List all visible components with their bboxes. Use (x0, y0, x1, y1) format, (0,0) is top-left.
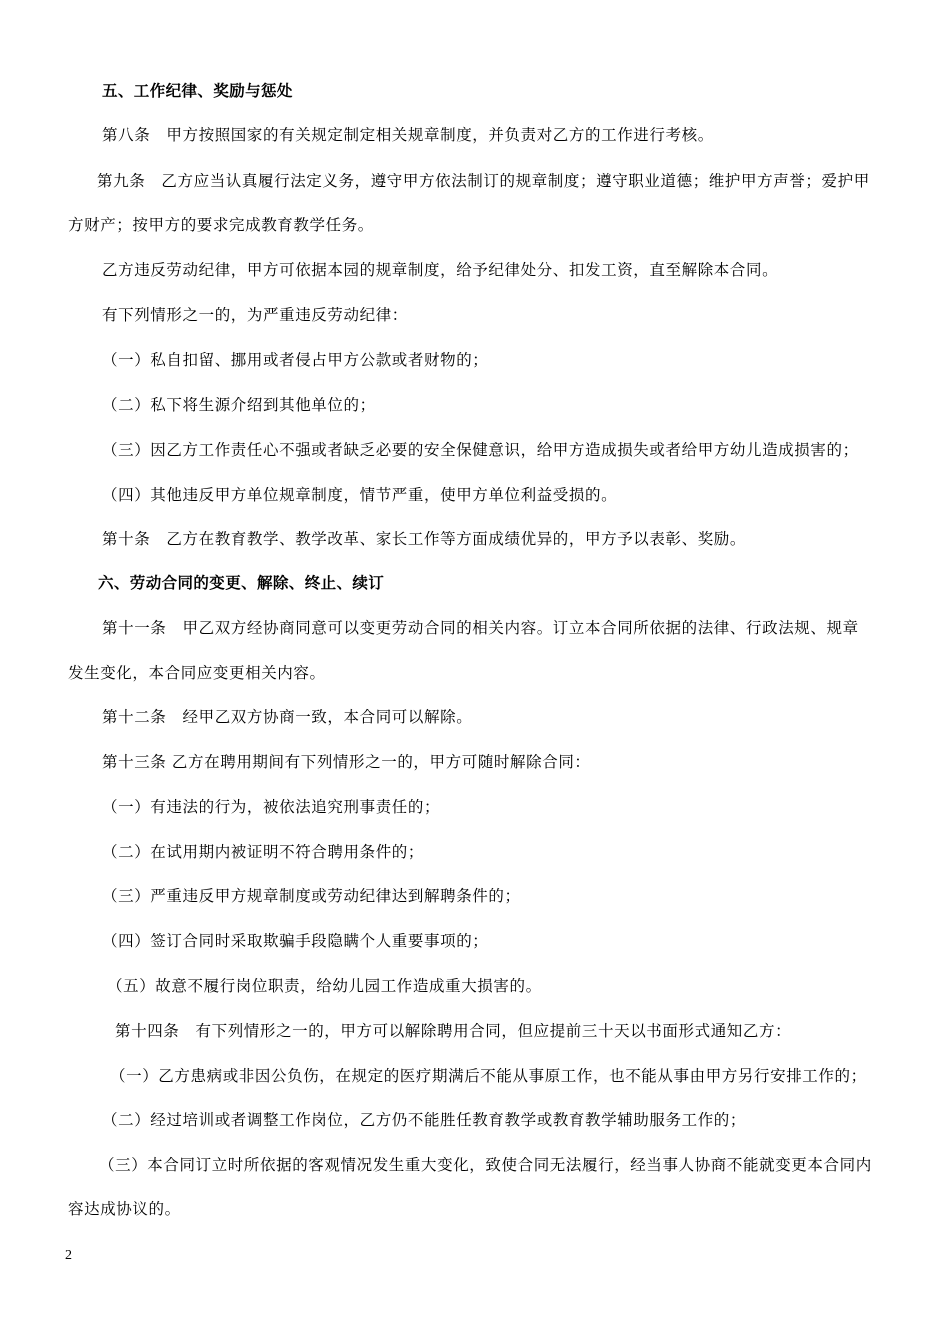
violation-item-2: （二）私下将生源介绍到其他单位的； (102, 396, 376, 414)
article-13-item-2: （二）在试用期内被证明不符合聘用条件的； (102, 843, 425, 861)
article-14-text: 第十四条 有下列情形之一的，甲方可以解除聘用合同，但应提前三十天以书面形式通知乙方： (115, 1022, 792, 1040)
article-13-item-1: （一）有违法的行为，被依法追究刑事责任的； (102, 798, 441, 816)
violation-item-1: （一）私自扣留、挪用或者侵占甲方公款或者财物的； (102, 351, 489, 369)
violation-item-3: （三）因乙方工作责任心不强或者缺乏必要的安全保健意识，给甲方造成损失或者给甲方幼儿造成损害的； (102, 441, 859, 459)
article-12-text: 第十二条 经甲乙双方协商一致，本合同可以解除。 (102, 708, 473, 726)
section-heading-discipline: 五、工作纪律、奖励与惩处 (102, 82, 293, 100)
discipline-violation-text: 乙方违反劳动纪律，甲方可依据本园的规章制度，给予纪律处分、扣发工资，直至解除本合同。 (102, 261, 779, 279)
article-11-text-continued: 发生变化，本合同应变更相关内容。 (68, 664, 326, 682)
article-9-text: 第九条 乙方应当认真履行法定义务，遵守甲方依法制订的规章制度；遵守职业道德；维护甲方声誉；爱护甲 (97, 172, 870, 190)
article-14-item-3-continued: 容达成协议的。 (68, 1200, 181, 1218)
article-9-text-continued: 方财产；按甲方的要求完成教育教学任务。 (68, 216, 374, 234)
section-heading-contract-changes: 六、劳动合同的变更、解除、终止、续订 (98, 574, 385, 592)
article-13-item-3: （三）严重违反甲方规章制度或劳动纪律达到解聘条件的； (102, 887, 521, 905)
article-14-item-1: （一）乙方患病或非因公负伤，在规定的医疗期满后不能从事原工作，也不能从事由甲方另行安排工作的； (110, 1067, 867, 1085)
article-8-text: 第八条 甲方按照国家的有关规定制定相关规章制度，并负责对乙方的工作进行考核。 (102, 126, 714, 144)
article-10-text: 第十条 乙方在教育教学、教学改革、家长工作等方面成绩优异的，甲方予以表彰、奖励。 (102, 530, 747, 548)
article-13-text: 第十三条 乙方在聘用期间有下列情形之一的，甲方可随时解除合同： (102, 753, 591, 771)
article-14-item-2: （二）经过培训或者调整工作岗位，乙方仍不能胜任教育教学或教育教学辅助服务工作的； (102, 1111, 747, 1129)
serious-violation-intro: 有下列情形之一的，为严重违反劳动纪律： (102, 306, 408, 324)
article-11-text: 第十一条 甲乙双方经协商同意可以变更劳动合同的相关内容。订立本合同所依据的法律、行政法规、规章 (102, 619, 859, 637)
article-13-item-5: （五）故意不履行岗位职责，给幼儿园工作造成重大损害的。 (107, 977, 542, 995)
page-number: 2 (65, 1248, 72, 1263)
article-14-item-3: （三）本合同订立时所依据的客观情况发生重大变化，致使合同无法履行，经当事人协商不能就变更本合同内 (99, 1156, 872, 1174)
article-13-item-4: （四）签订合同时采取欺骗手段隐瞒个人重要事项的； (102, 932, 489, 950)
violation-item-4: （四）其他违反甲方单位规章制度，情节严重，使甲方单位利益受损的。 (102, 486, 618, 504)
